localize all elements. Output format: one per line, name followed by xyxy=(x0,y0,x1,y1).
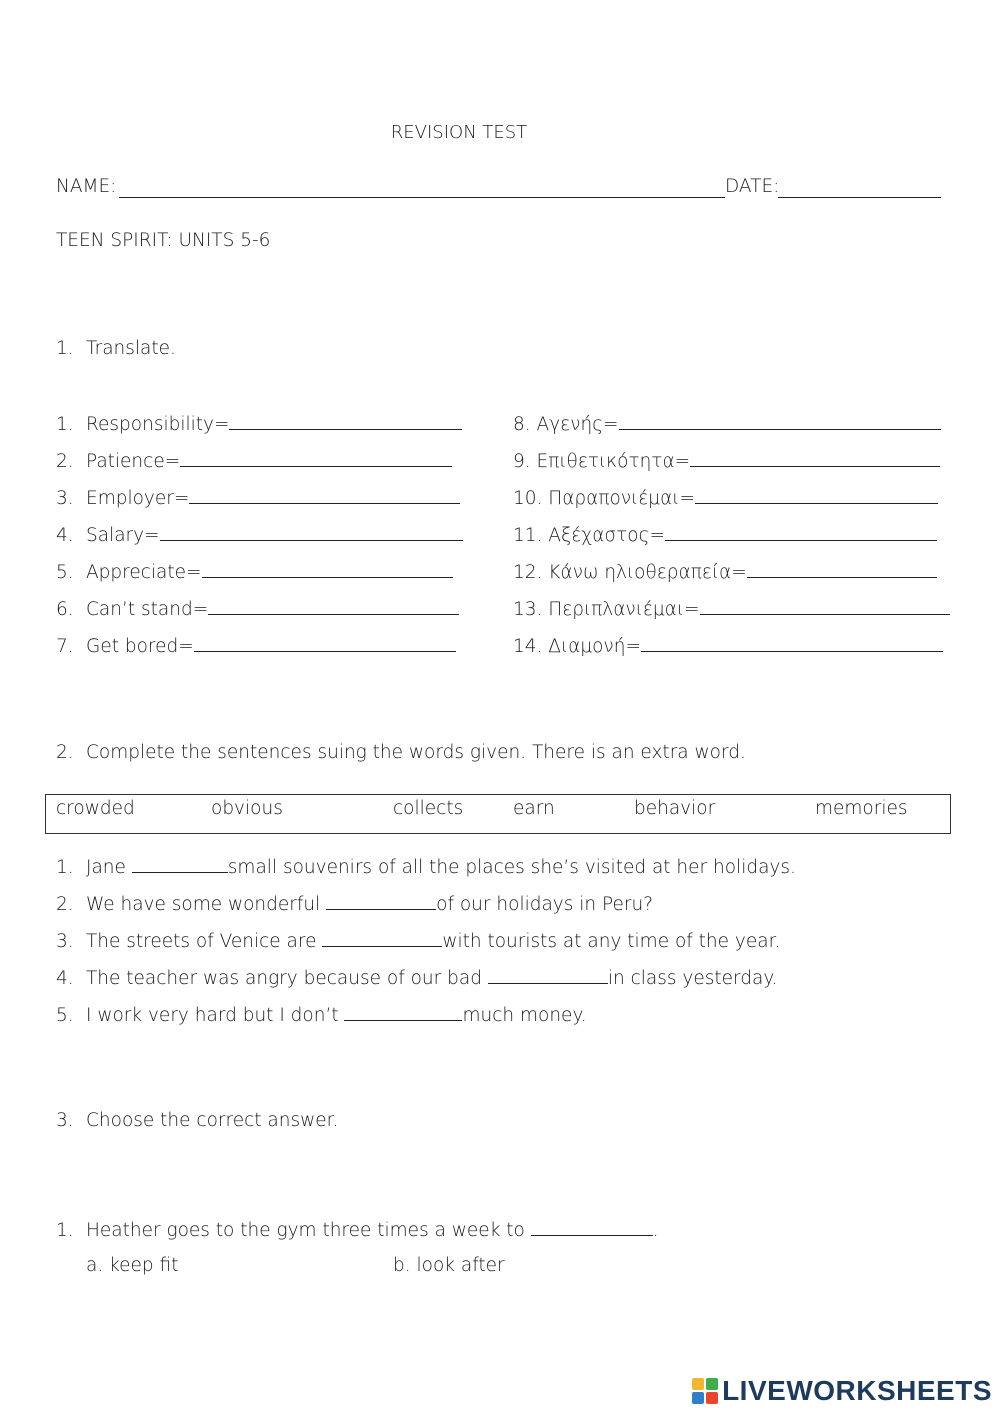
translate-item: 6. Can’t stand= xyxy=(56,597,459,620)
date-blank[interactable] xyxy=(778,179,941,198)
logo-text: LIVEWORKSHEETS xyxy=(722,1375,992,1406)
translate-item: 8. Αγενής= xyxy=(513,412,941,435)
sentence-item: 3. The streets of Venice are with tourists at any time of the year. xyxy=(56,931,781,952)
answer-blank[interactable] xyxy=(189,486,460,504)
answer-blank[interactable] xyxy=(180,449,452,467)
answer-blank[interactable] xyxy=(641,634,943,652)
answer-blank[interactable] xyxy=(665,523,937,541)
translate-item: 9. Επιθετικότητα= xyxy=(513,449,940,472)
word-bank-item: memories xyxy=(815,798,908,819)
translate-item: 2. Patience= xyxy=(56,449,452,472)
answer-blank[interactable] xyxy=(747,560,937,578)
subtitle: TEEN SPIRIT: UNITS 5-6 xyxy=(56,230,271,251)
option-b[interactable]: b. look after xyxy=(393,1255,505,1276)
option-a[interactable]: a. keep fit xyxy=(86,1255,179,1276)
sentence-item: 5. I work very hard but I don’t much money. xyxy=(56,1005,587,1026)
word-bank-item: earn xyxy=(513,798,555,819)
name-label: NAME: xyxy=(56,176,117,197)
word-bank-item: obvious xyxy=(211,798,283,819)
page-title: REVISION TEST xyxy=(390,122,528,143)
logo-icon xyxy=(692,1378,718,1404)
answer-blank[interactable] xyxy=(132,855,228,873)
answer-blank[interactable] xyxy=(160,523,463,541)
section-number: 1. xyxy=(56,338,74,359)
answer-blank[interactable] xyxy=(202,560,453,578)
section-2-heading xyxy=(56,742,746,763)
word-bank-item: crowded xyxy=(56,798,135,819)
date-label: DATE: xyxy=(725,176,780,197)
answer-blank[interactable] xyxy=(531,1218,653,1236)
section-instruction: Complete the sentences suing the words given. There is an extra word. xyxy=(86,742,746,763)
section-1-heading xyxy=(56,338,176,359)
translate-item: 10. Παραπονιέμαι= xyxy=(513,486,938,509)
answer-blank[interactable] xyxy=(326,892,436,910)
answer-blank[interactable] xyxy=(695,486,938,504)
answer-blank[interactable] xyxy=(322,929,442,947)
answer-blank[interactable] xyxy=(488,966,608,984)
translate-item: 1. Responsibility= xyxy=(56,412,462,435)
answer-blank[interactable] xyxy=(229,412,462,430)
translate-item: 13. Περιπλανιέμαι= xyxy=(513,597,950,620)
section-number: 3. xyxy=(56,1110,74,1131)
translate-item: 4. Salary= xyxy=(56,523,463,546)
translate-item: 14. Διαμονή= xyxy=(513,634,943,657)
name-blank[interactable] xyxy=(119,179,725,198)
word-bank-item: collects xyxy=(393,798,464,819)
section-3-heading xyxy=(56,1110,338,1131)
translate-item: 5. Appreciate= xyxy=(56,560,453,583)
answer-blank[interactable] xyxy=(344,1003,462,1021)
liveworksheets-logo xyxy=(692,1375,992,1407)
section-number: 2. xyxy=(56,742,74,763)
translate-item: 12. Κάνω ηλιοθεραπεία= xyxy=(513,560,937,583)
answer-blank[interactable] xyxy=(208,597,459,615)
section-instruction: Choose the correct answer. xyxy=(86,1110,339,1131)
answer-blank[interactable] xyxy=(700,597,950,615)
question-item: 1. Heather goes to the gym three times a week to . xyxy=(56,1220,659,1241)
sentence-item: 2. We have some wonderful of our holidays in Peru? xyxy=(56,894,654,915)
translate-item: 3. Employer= xyxy=(56,486,460,509)
answer-blank[interactable] xyxy=(690,449,940,467)
sentence-item: 1. Jane small souvenirs of all the places she’s visited at her holidays. xyxy=(56,857,796,878)
answer-blank[interactable] xyxy=(194,634,456,652)
translate-item: 7. Get bored= xyxy=(56,634,456,657)
word-bank-item: behavior xyxy=(634,798,716,819)
translate-item: 11. Αξέχαστος= xyxy=(513,523,937,546)
answer-blank[interactable] xyxy=(619,412,941,430)
section-instruction: Translate. xyxy=(86,338,176,359)
sentence-item: 4. The teacher was angry because of our bad in class yesterday. xyxy=(56,968,778,989)
